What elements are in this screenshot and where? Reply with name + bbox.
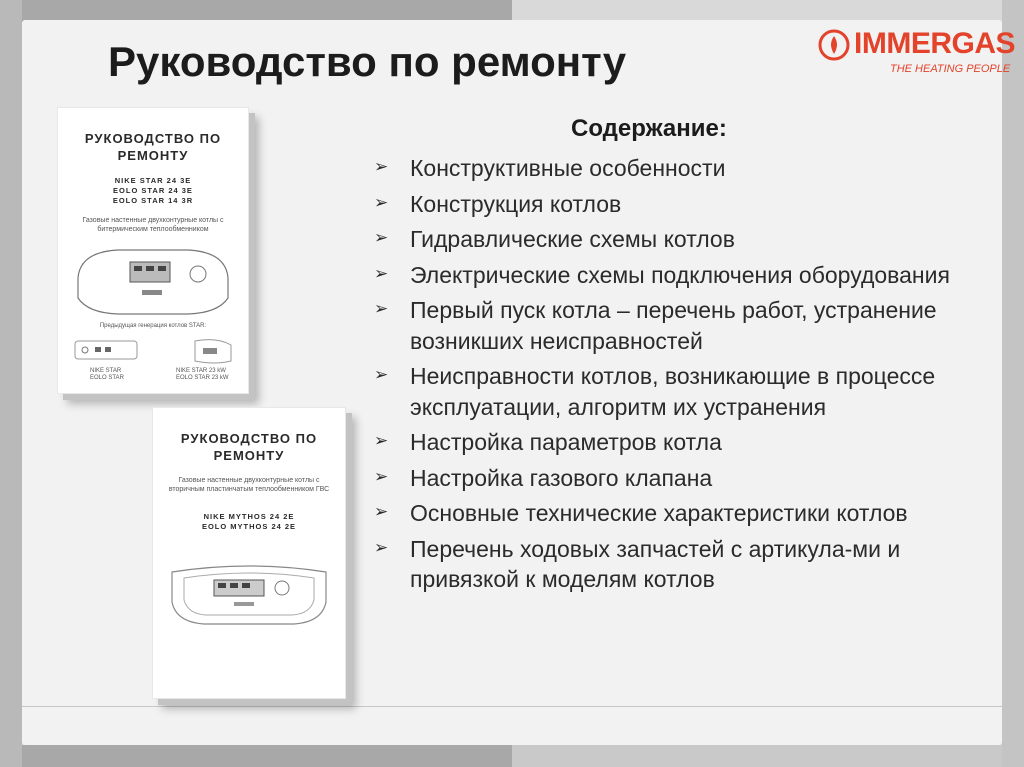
immergas-flame-logo-icon: [818, 29, 850, 61]
manual-cover-star: [57, 107, 249, 394]
arrowhead-bullet-icon: ➢: [374, 431, 389, 450]
boiler-thumbnails-drawing: [65, 335, 241, 367]
doc-note: Предыдущая генерация котлов STAR:: [99, 323, 207, 329]
list-item: [372, 224, 992, 255]
background-band: [512, 745, 1024, 767]
arrowhead-bullet-icon: ➢: [374, 466, 389, 486]
arrowhead-bullet-icon: ➢: [374, 365, 389, 384]
list-item: [372, 463, 992, 494]
list-item: [372, 189, 992, 220]
doc-label-right: NIKE STAR 23 kW EOLO STAR 23 kW: [176, 368, 229, 381]
slide-title: Руководство по ремонту: [108, 38, 627, 85]
doc-model-line: NIKE STAR 24 3E: [114, 176, 192, 185]
toc-item-text: Настройка параметров котла: [410, 429, 722, 455]
toc-item-text: Гидравлические схемы котлов: [410, 226, 735, 252]
list-item: [372, 427, 992, 458]
boiler-panel-drawing: [164, 552, 334, 632]
toc-item-text: Конструктивные особенности: [410, 155, 726, 181]
doc-subtitle: Газовые настенные двухконтурные котлы с битермическим теплообменником: [82, 217, 224, 233]
background-band: [0, 0, 22, 767]
boiler-panel-drawing: [68, 238, 238, 318]
toc-item-text: Первый пуск котла – перечень работ, устранение возникших неисправностей: [410, 297, 937, 354]
doc-models: [58, 176, 248, 206]
toc-item-text: Настройка газового клапана: [410, 464, 713, 491]
arrowhead-bullet-icon: ➢: [374, 537, 389, 557]
immergas-logo: [818, 27, 1015, 77]
list-item: [372, 534, 992, 595]
doc-label-left: NIKE STAR EOLO STAR: [90, 368, 124, 381]
arrowhead-bullet-icon: ➢: [374, 228, 389, 247]
doc-subtitle: Газовые настенные двухконтурные котлы с вторичным пластинчатым теплообменником ГВС: [168, 477, 330, 493]
list-item: [372, 295, 992, 356]
manual-cover-mythos: [152, 407, 346, 699]
arrowhead-bullet-icon: ➢: [374, 299, 389, 318]
logo-brand: IMMERGAS: [854, 27, 1015, 60]
doc-title: РУКОВОДСТВО ПО РЕМОНТУ: [180, 431, 318, 463]
doc-title: РУКОВОДСТВО ПО РЕМОНТУ: [84, 131, 222, 163]
toc-item-text: Основные технические характеристики котлов: [410, 500, 908, 526]
arrowhead-bullet-icon: ➢: [374, 192, 389, 212]
toc-item-text: Электрические схемы подключения оборудования: [410, 261, 950, 288]
logo-tagline: THE HEATING PEOPLE: [890, 63, 1011, 75]
doc-model-line: EOLO STAR 14 3R: [112, 196, 194, 205]
doc-models: [153, 512, 345, 532]
list-item: [372, 153, 992, 184]
list-item: [372, 361, 992, 422]
slide-divider: [22, 706, 1002, 707]
toc-item-text: Перечень ходовых запчастей с артикула-ми и привязкой к моделям котлов: [410, 535, 901, 592]
list-item: [372, 498, 992, 529]
arrowhead-bullet-icon: ➢: [374, 502, 389, 521]
toc-list: [372, 153, 992, 600]
arrowhead-bullet-icon: ➢: [374, 157, 389, 176]
toc-item-text: Неисправности котлов, возникающие в процессе эксплуатации, алгоритм их устранения: [410, 363, 936, 420]
list-item: [372, 260, 992, 291]
doc-model-line: NIKE MYTHOS 24 2E: [203, 512, 295, 521]
doc-model-line: EOLO MYTHOS 24 2E: [201, 522, 297, 531]
background-band: [0, 0, 512, 22]
background-band: [512, 0, 1024, 22]
toc-item-text: Конструкция котлов: [410, 190, 622, 217]
doc-model-line: EOLO STAR 24 3E: [113, 186, 193, 195]
background-band: [1002, 0, 1024, 767]
arrowhead-bullet-icon: ➢: [374, 263, 389, 283]
toc-heading: Содержание:: [571, 115, 727, 142]
